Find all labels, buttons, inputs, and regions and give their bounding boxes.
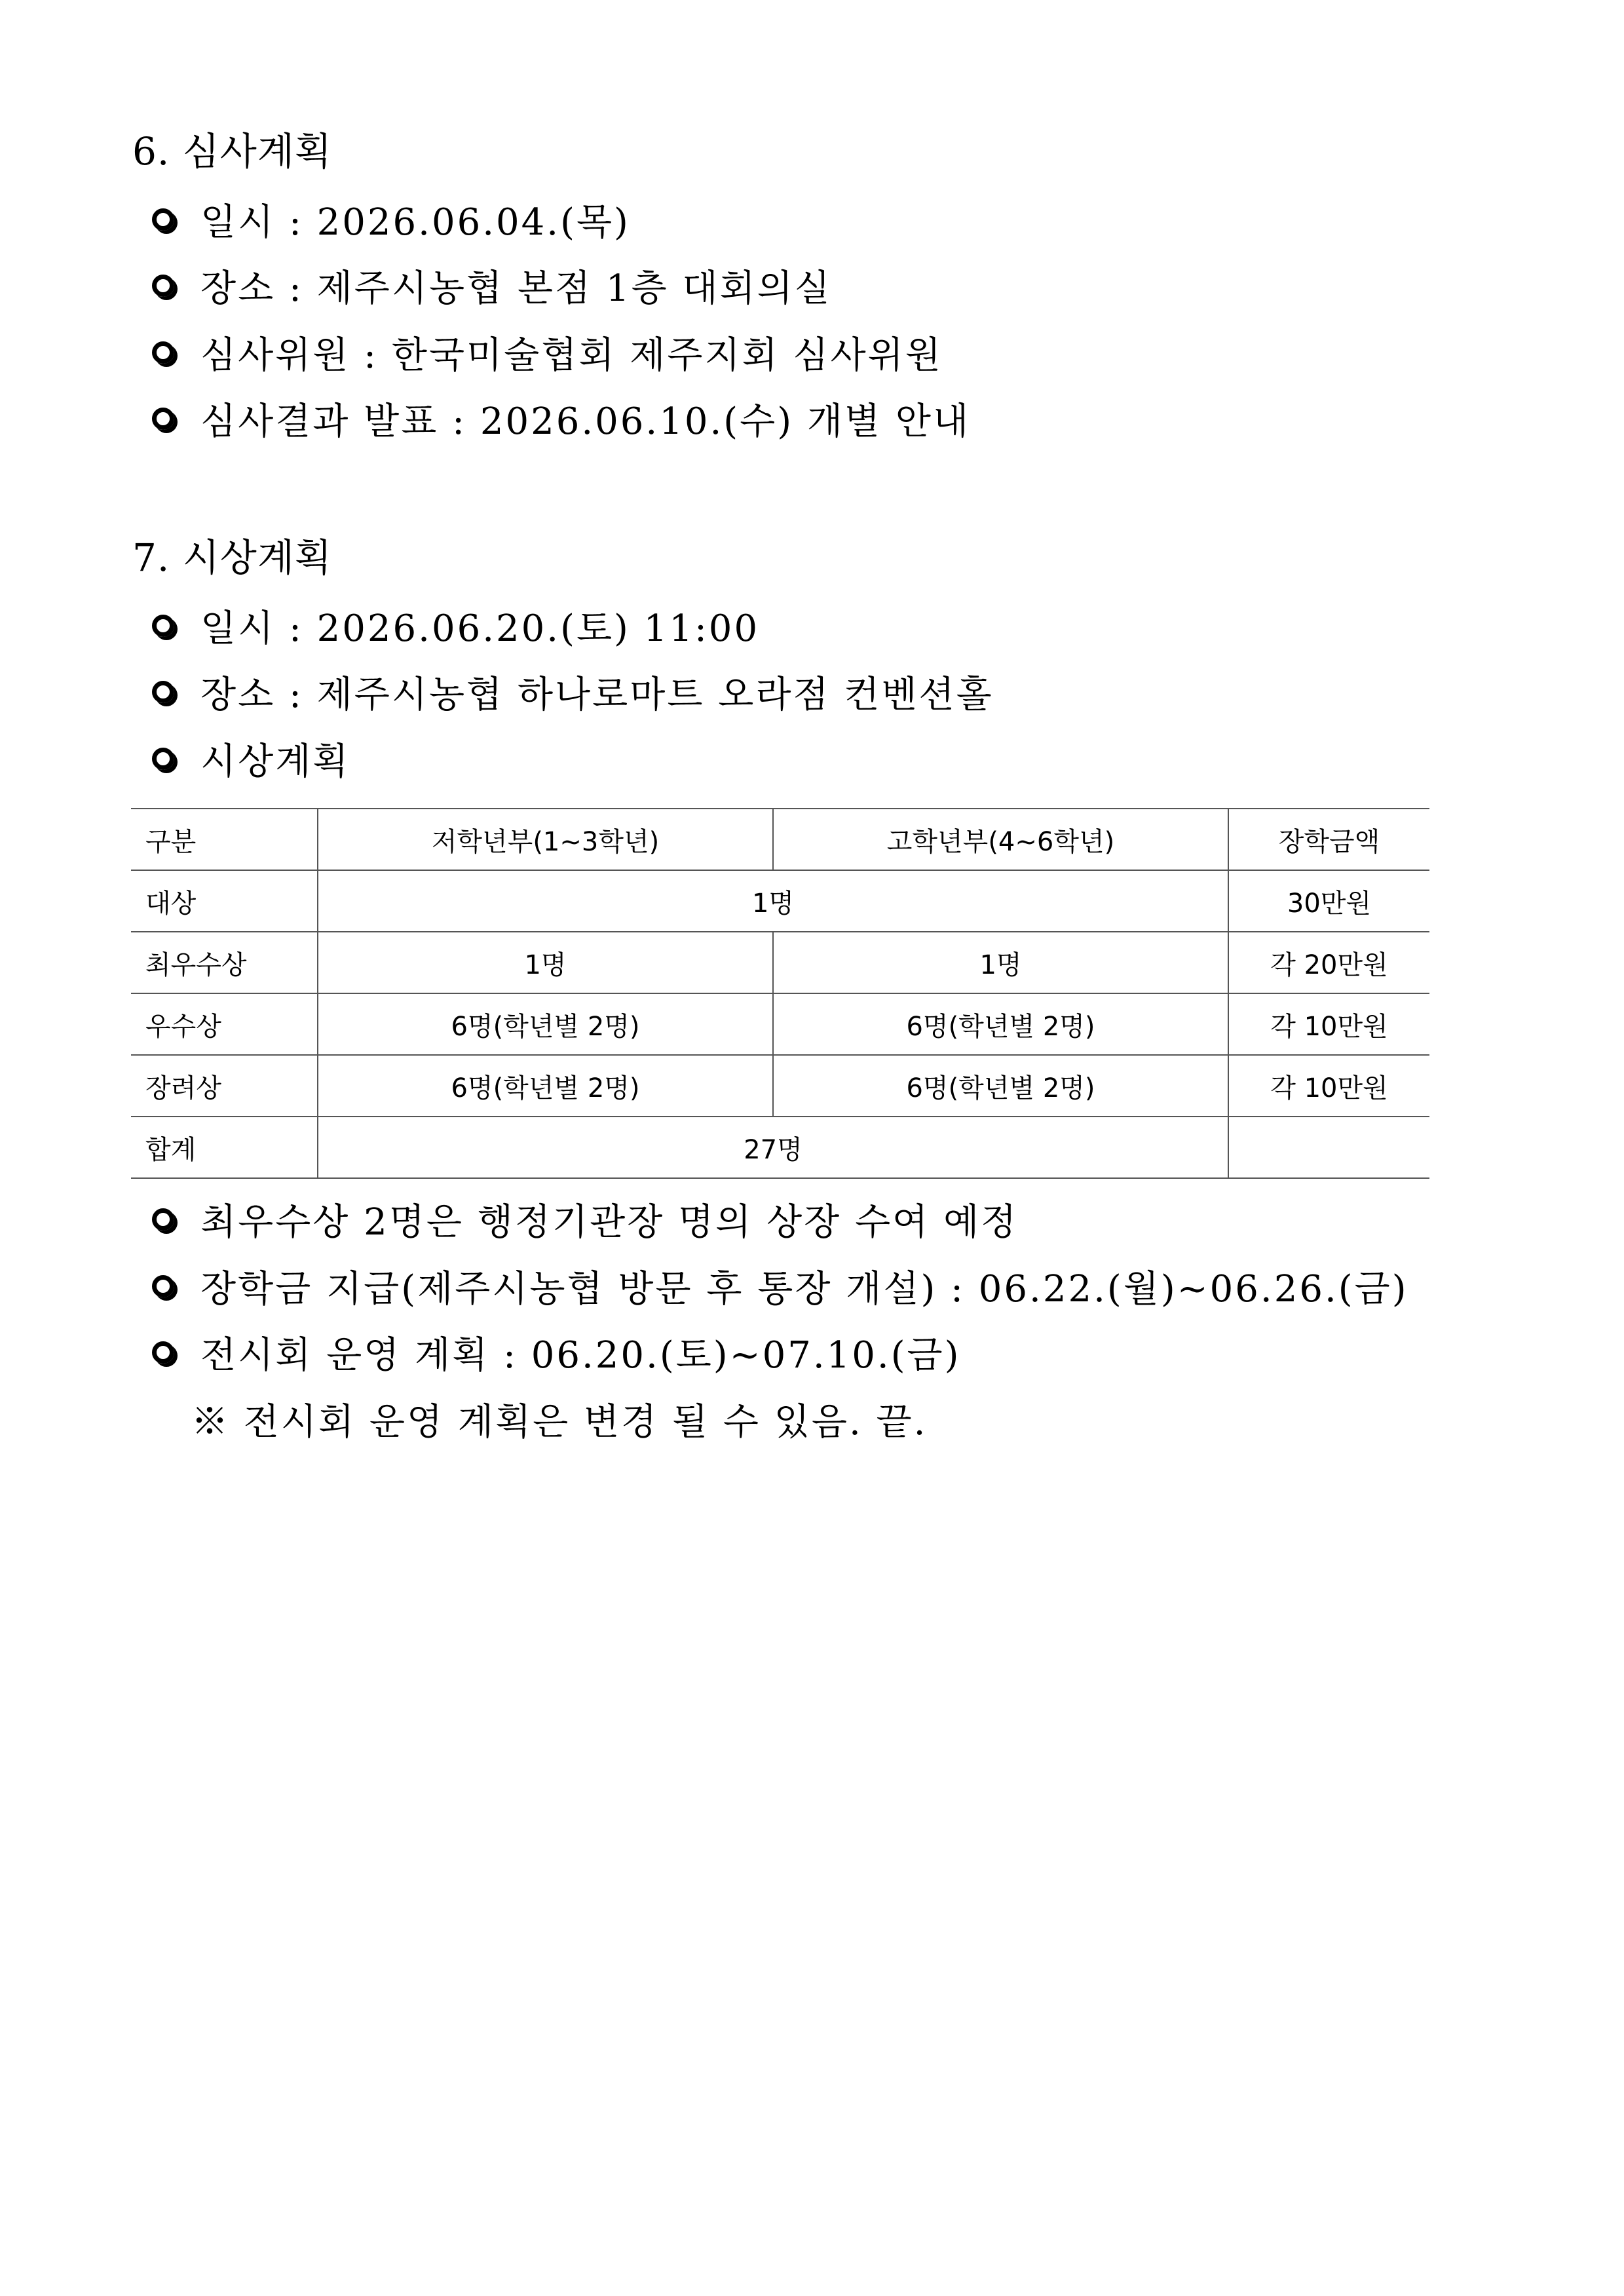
section-6-item-judges: 심사위원 : 한국미술협회 제주지회 심사위원 [152, 330, 943, 375]
table-header-cell: 저학년부(1~3학년) [318, 809, 773, 870]
table-row-total [131, 1117, 1429, 1178]
table-header-cell: 장학금액 [1228, 809, 1429, 870]
circle-bullet-icon [152, 1275, 174, 1297]
section-6-item-result: 심사결과 발표 : 2026.06.10.(수) 개별 안내 [152, 396, 970, 442]
note-item-exhibition: 전시회 운영 계획 : 06.20.(토)~07.10.(금) [152, 1330, 960, 1375]
table-cell-amount: 각 10만원 [1228, 1055, 1429, 1117]
circle-bullet-icon [152, 208, 174, 231]
circle-bullet-icon [152, 681, 174, 703]
table-cell-high: 6명(학년별 2명) [773, 1055, 1228, 1117]
circle-bullet-icon [152, 1341, 174, 1364]
table-cell-merged: 27명 [318, 1117, 1228, 1178]
table-cell-low: 6명(학년별 2명) [318, 993, 773, 1055]
table-cell-label: 대상 [131, 870, 318, 932]
table-header-row [131, 809, 1429, 870]
table-cell-amount: 각 10만원 [1228, 993, 1429, 1055]
table-cell-amount: 30만원 [1228, 870, 1429, 932]
table-cell-label: 장려상 [131, 1055, 318, 1117]
section-7-heading: 7. 시상계획 [132, 535, 332, 580]
circle-bullet-icon [152, 275, 174, 297]
section-6-heading: 6. 심사계획 [132, 129, 332, 174]
table-cell-low: 6명(학년별 2명) [318, 1055, 773, 1117]
circle-bullet-icon [152, 408, 174, 430]
table-cell-label: 최우수상 [131, 932, 318, 993]
table-header-cell: 구분 [131, 809, 318, 870]
section-7-item-date: 일시 : 2026.06.20.(토) 11:00 [152, 603, 759, 649]
closing-note: ※ 전시회 운영 계획은 변경 될 수 있음. 끝. [191, 1401, 928, 1444]
section-7-item-plan: 시상계획 [152, 736, 350, 782]
note-item-top-award: 최우수상 2명은 행정기관장 명의 상장 수여 예정 [152, 1196, 1018, 1242]
table-cell-merged: 1명 [318, 870, 1228, 932]
section-6-item-place: 장소 : 제주시농협 본점 1층 대회의실 [152, 263, 832, 309]
table-row [131, 1055, 1429, 1117]
section-6-item-date: 일시 : 2026.06.04.(목) [152, 197, 630, 242]
table-row [131, 993, 1429, 1055]
table-cell-label: 합계 [131, 1117, 318, 1178]
table-cell-low: 1명 [318, 932, 773, 993]
table-header-cell: 고학년부(4~6학년) [773, 809, 1228, 870]
circle-bullet-icon [152, 341, 174, 364]
table-row [131, 870, 1429, 932]
circle-bullet-icon [152, 1208, 174, 1231]
circle-bullet-icon [152, 748, 174, 770]
table-row [131, 932, 1429, 993]
table-cell-label: 우수상 [131, 993, 318, 1055]
section-7-item-place: 장소 : 제주시농협 하나로마트 오라점 컨벤션홀 [152, 669, 994, 715]
table-cell-high: 6명(학년별 2명) [773, 993, 1228, 1055]
note-item-scholarship: 장학금 지급(제주시농협 방문 후 통장 개설) : 06.22.(월)~06.26.(금) [152, 1263, 1408, 1309]
award-table [131, 808, 1429, 1179]
table-cell-high: 1명 [773, 932, 1228, 993]
table-cell-amount: 각 20만원 [1228, 932, 1429, 993]
circle-bullet-icon [152, 615, 174, 637]
table-cell-amount [1228, 1117, 1429, 1178]
